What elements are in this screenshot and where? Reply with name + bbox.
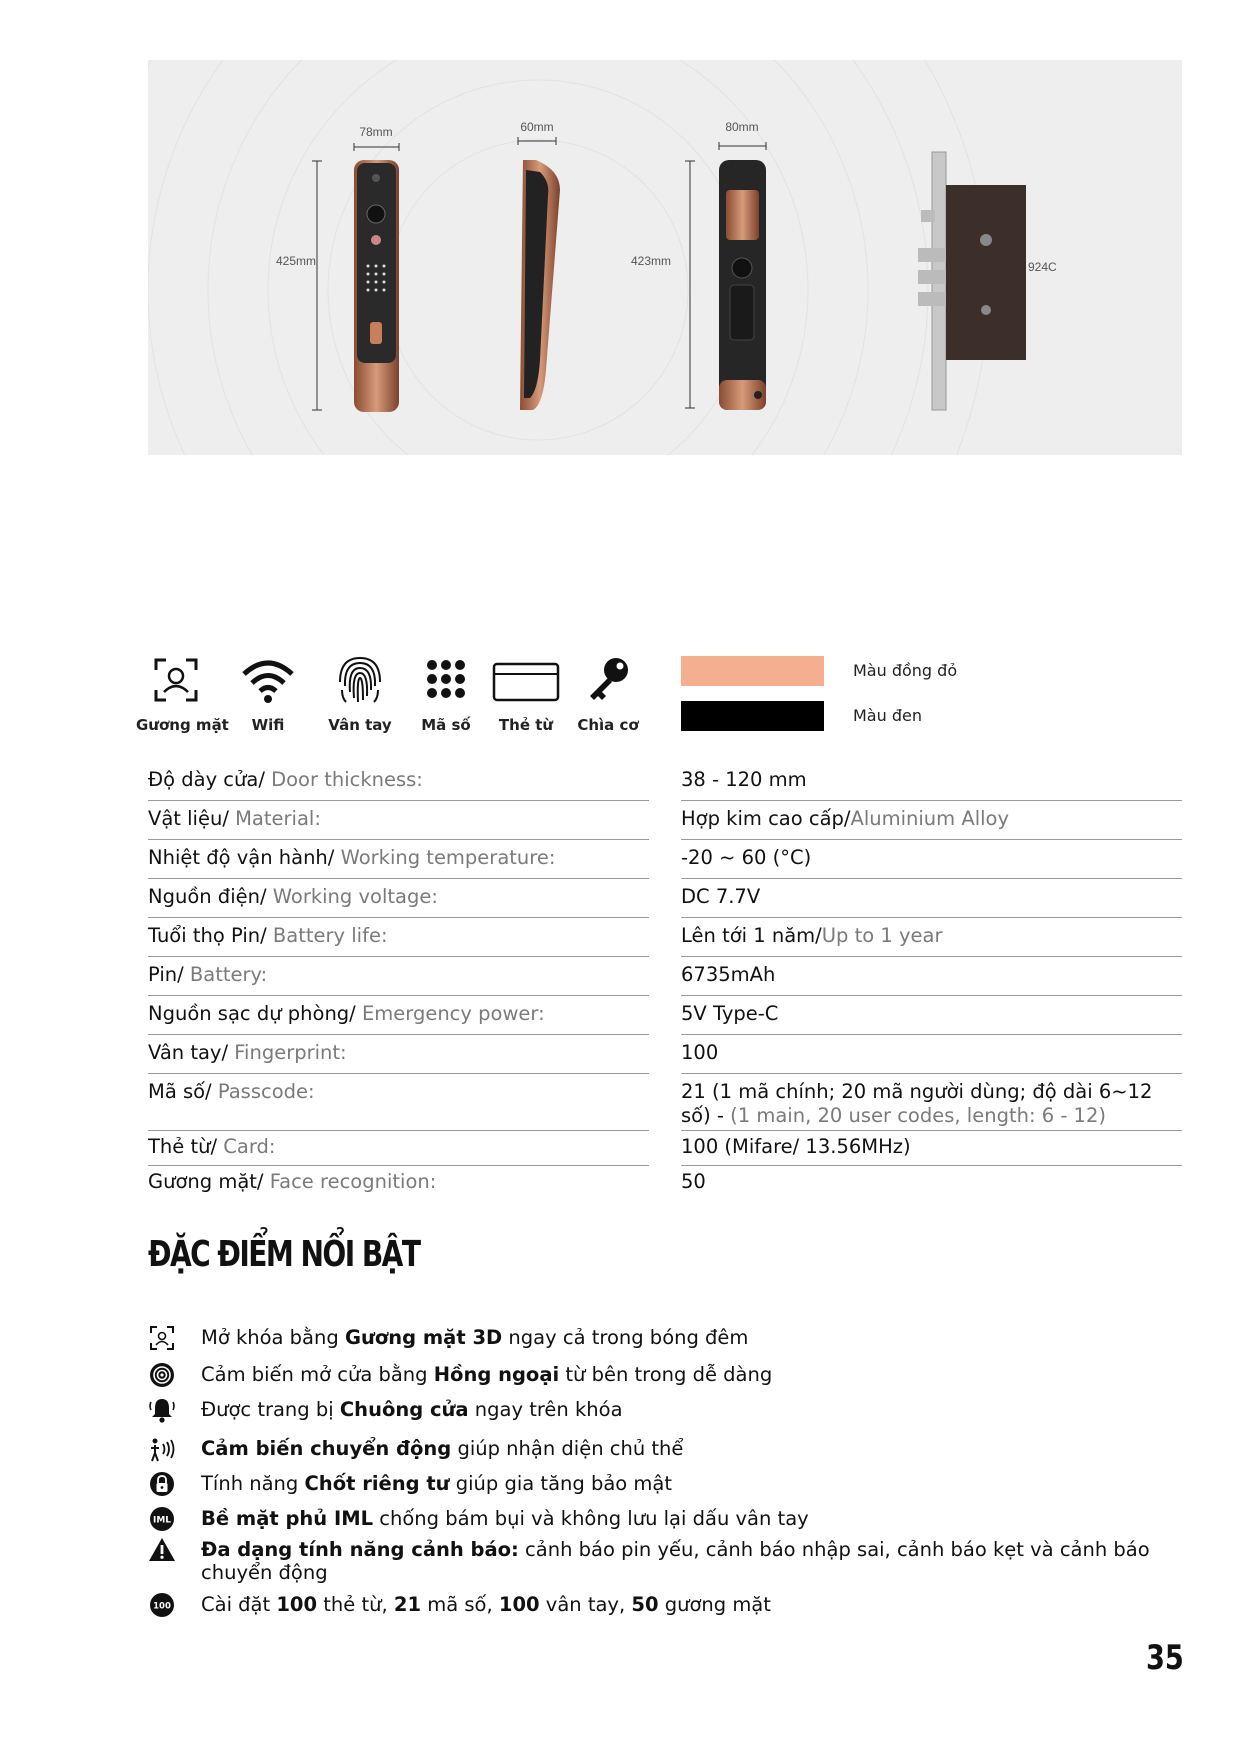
motion-sensor-icon [148, 1435, 176, 1463]
side-width-label: 60mm [520, 120, 554, 134]
mortise-model-label: 924C [1028, 260, 1057, 274]
spec-values-column [681, 762, 1182, 1202]
color-label-black: Màu đen [853, 706, 922, 725]
spec-value-row: Lên tới 1 năm/Up to 1 year [681, 918, 1182, 957]
unlock-methods-row [136, 652, 648, 742]
method-wifi [228, 652, 308, 734]
keypad-icon [418, 652, 474, 708]
wifi-icon [240, 652, 296, 708]
front-lock-view [312, 143, 399, 412]
method-passcode [406, 652, 486, 734]
spec-label-row: Độ dày cửa/ Door thickness: [148, 762, 649, 801]
spec-label-row: Vật liệu/ Material: [148, 801, 649, 840]
back-height-label: 423mm [631, 254, 672, 268]
back-lock-view [685, 142, 766, 410]
key-icon [580, 652, 636, 708]
spec-value-row: 5V Type-C [681, 996, 1182, 1035]
spec-value-row: Hợp kim cao cấp/Aluminium Alloy [681, 801, 1182, 840]
face-scan-icon [148, 652, 204, 708]
fingerprint-icon [332, 652, 388, 708]
method-label: Gương mặt [136, 716, 229, 734]
spec-label-row: Nguồn sạc dự phòng/ Emergency power: [148, 996, 649, 1035]
side-lock-view [518, 137, 560, 410]
spec-label-row: Nhiệt độ vận hành/ Working temperature: [148, 840, 649, 879]
spec-label-row: Thẻ từ/ Card: [148, 1131, 649, 1166]
color-swatch-copper [681, 656, 824, 686]
back-width-label: 80mm [725, 120, 759, 134]
spec-value-row: 21 (1 mã chính; 20 mã người dùng; độ dài 6~12 số) - (1 main, 20 user codes, length: 6 - 12) [681, 1074, 1182, 1131]
count-100-icon [148, 1591, 176, 1619]
face-scan-icon [148, 1324, 176, 1352]
spec-label-row: Pin/ Battery: [148, 957, 649, 996]
highlights-title: ĐẶC ĐIỂM NỔI BẬT [148, 1234, 420, 1275]
method-label: Thẻ từ [498, 716, 554, 734]
infrared-sensor-icon [148, 1361, 176, 1389]
page-number: 35 [1146, 1638, 1184, 1678]
card-icon [491, 652, 561, 708]
lock-drawing [148, 60, 1182, 455]
method-label: Wifi [251, 716, 285, 734]
spec-label-row: Nguồn điện/ Working voltage: [148, 879, 649, 918]
method-fingerprint [320, 652, 400, 734]
spec-value-row: 50 [681, 1170, 706, 1193]
doorbell-icon [148, 1396, 176, 1424]
iml-icon [148, 1505, 176, 1533]
method-label: Chìa cơ [577, 716, 639, 734]
spec-label-row: Gương mặt/ Face recognition: [148, 1170, 437, 1193]
front-width-label: 78mm [359, 125, 393, 139]
method-card [486, 652, 566, 734]
spec-value-row: DC 7.7V [681, 879, 1182, 918]
spec-value-row: 6735mAh [681, 957, 1182, 996]
svg-text:100: 100 [153, 1601, 171, 1612]
privacy-lock-icon [148, 1470, 176, 1498]
spec-value-row: 100 (Mifare/ 13.56MHz) [681, 1131, 1182, 1166]
method-label: Vân tay [328, 716, 392, 734]
spec-label-row: Tuổi thọ Pin/ Battery life: [148, 918, 649, 957]
warning-icon [148, 1536, 176, 1564]
color-label-copper: Màu đồng đỏ [853, 661, 958, 680]
spec-value-row: 38 - 120 mm [681, 762, 1182, 801]
spec-label-row: Vân tay/ Fingerprint: [148, 1035, 649, 1074]
mortise-lock-view [918, 152, 1026, 410]
method-key [568, 652, 648, 734]
spec-value-row: -20 ~ 60 (°C) [681, 840, 1182, 879]
svg-text:IML: IML [152, 1515, 172, 1526]
method-label: Mã số [421, 716, 471, 734]
spec-value-row: 100 [681, 1035, 1182, 1074]
spec-labels-column [148, 762, 649, 1202]
color-swatch-black [681, 701, 824, 731]
front-height-label: 425mm [276, 254, 317, 268]
method-face [136, 652, 229, 734]
spec-label-row: Mã số/ Passcode: [148, 1074, 649, 1131]
product-dimensions-image [148, 60, 1182, 455]
